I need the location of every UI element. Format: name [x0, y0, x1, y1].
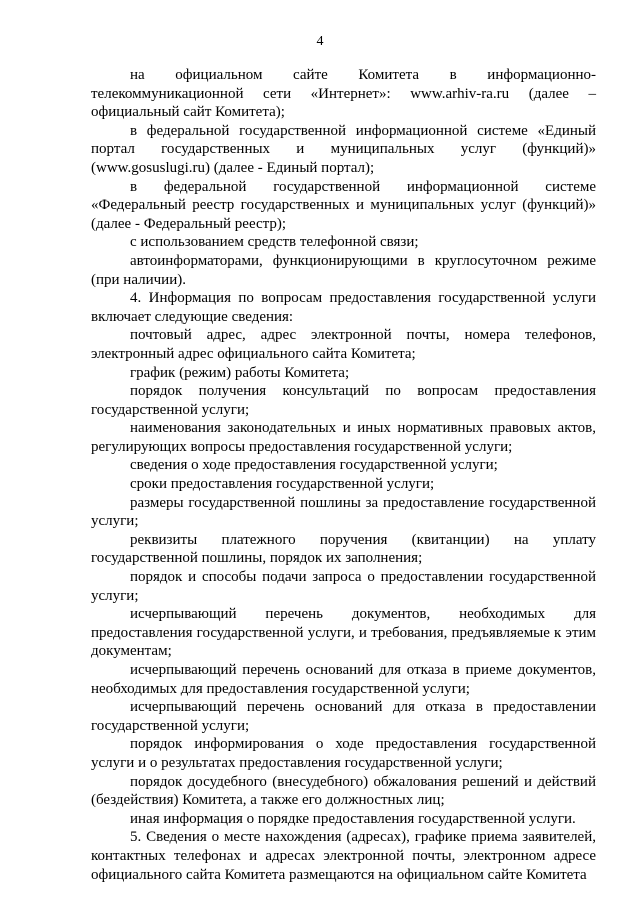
list-item-consultations: порядок получения консультаций по вопросам предоставления государственной услуги;: [91, 383, 596, 418]
list-item-payment-details: реквизиты платежного поручения (квитанции) на уплату государственной пошлины, порядок их заполнения;: [91, 531, 596, 567]
list-item-fee: размеры государственной пошлины за предоставление государственной услуги;: [91, 494, 596, 530]
paragraph-item-4: 4. Информация по вопросам предоставления государственной услуги включает следующие сведения:: [91, 290, 596, 325]
list-item-rejection-service: исчерпывающий перечень оснований для отказа в предоставлении государственной услуги;: [91, 699, 596, 734]
paragraph-autoinformers: автоинформаторами, функционирующими в круглосуточном режиме (при наличии).: [91, 252, 596, 288]
list-item-legal-acts: наименования законодательных и иных нормативных правовых актов, регулирующих вопросы предоставления государственной услуги;: [91, 420, 596, 455]
paragraph-telephone: с использованием средств телефонной связи;: [130, 234, 419, 251]
list-item-progress: сведения о ходе предоставления государственной услуги;: [130, 457, 498, 474]
page-number: 4: [316, 34, 324, 49]
paragraph-federal-registry: в федеральной государственной информационной системе «Федеральный реестр государственных и муниципальных услуг (функций)» (далее - Федеральный реестр);: [91, 178, 596, 232]
list-item-informing-order: порядок информирования о ходе предоставления государственной услуги и о результатах предоставления государственной услуги;: [91, 736, 596, 771]
list-item-rejection-documents: исчерпывающий перечень оснований для отказа в приеме документов, необходимых для предоставления государственной услуги;: [91, 662, 596, 697]
list-item-contacts: почтовый адрес, адрес электронной почты, номера телефонов, электронный адрес официального сайта Комитета;: [91, 327, 596, 362]
list-item-request-methods: порядок и способы подачи запроса о предоставлении государственной услуги;: [91, 569, 596, 604]
document-body: [91, 66, 596, 884]
list-item-terms: сроки предоставления государственной услуги;: [130, 476, 435, 493]
paragraph-official-site: на официальном сайте Комитета в информационно-телекоммуникационной сети «Интернет»: www.arhiv-ra.ru (далее – официальный сайт Комитета);: [91, 67, 596, 121]
paragraph-single-portal: в федеральной государственной информационной системе «Единый портал государственных и муниципальных услуг (функций)» (www.gosuslugi.ru) (далее - Единый портал);: [91, 122, 596, 176]
list-item-required-documents: исчерпывающий перечень документов, необходимых для предоставления государственной услуги, и требования, предъявляемые к этим документам;: [91, 606, 596, 660]
list-item-schedule: график (режим) работы Комитета;: [130, 364, 350, 381]
list-item-other-info: иная информация о порядке предоставления государственной услуги.: [130, 810, 576, 827]
paragraph-item-5: 5. Сведения о месте нахождения (адресах), графике приема заявителей, контактных телефонах и адресах электронной почты, электронном адресе официального сайта Комитета размещаются на официальном сайте Комитета: [91, 829, 596, 883]
list-item-appeal: порядок досудебного (внесудебного) обжалования решений и действий (бездействия) Комитета, а также его должностных лиц;: [91, 773, 596, 809]
